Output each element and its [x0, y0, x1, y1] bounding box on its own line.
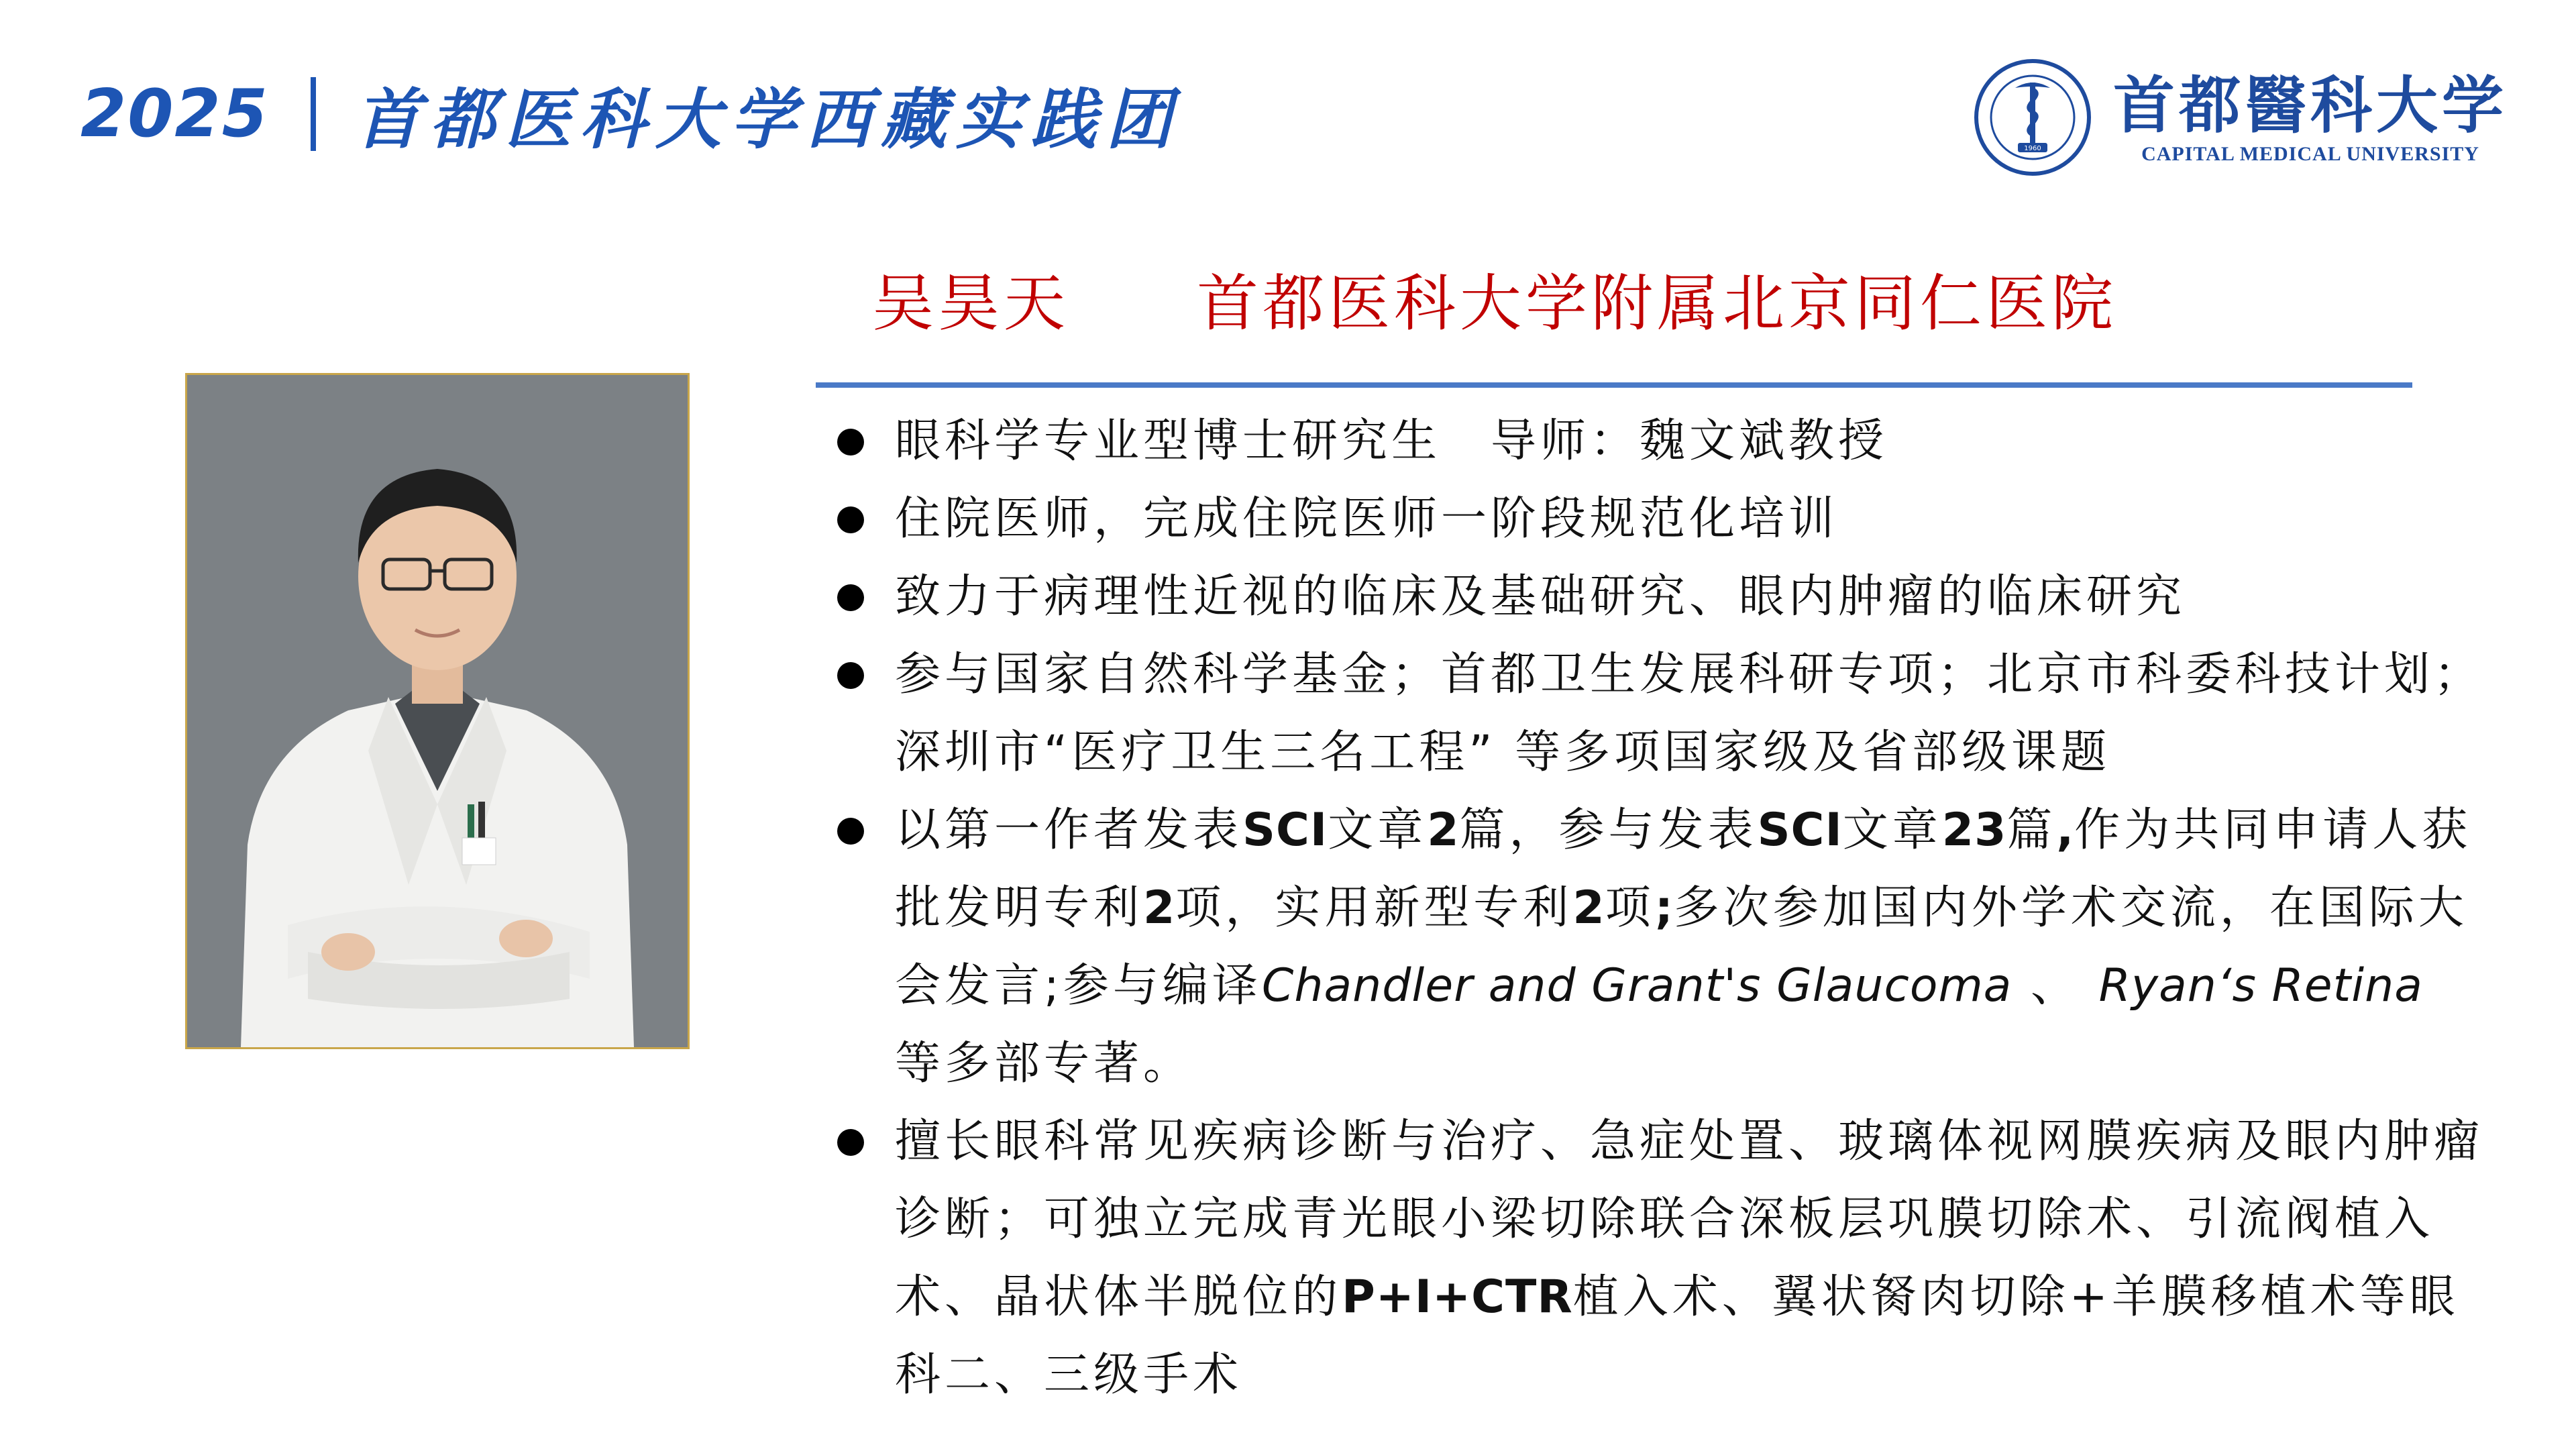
- bullet-dot-icon: [837, 506, 864, 533]
- bullet-text-segment: 以第一作者发表: [895, 804, 1243, 857]
- doctor-name: 吴昊天: [872, 268, 1070, 339]
- header-team-title: 首都医科大学西藏实践团: [354, 81, 1181, 158]
- slide-header: [80, 54, 1181, 174]
- bullet-bold-segment: 23: [1941, 804, 2007, 857]
- bullet-item: [825, 792, 2489, 1103]
- bullet-bold-segment: SCI: [1242, 804, 1328, 857]
- bullet-text-segment: 多次参加国内外学术交流，在国际大会发言;参与编译: [895, 881, 2468, 1012]
- bullet-text: 住院医师，完成住院医师一阶段规范化培训: [895, 492, 1839, 545]
- logo-chinese-name: 首都醫科大学: [2113, 69, 2508, 142]
- bullet-text-segment: 项，实用新型专利: [1175, 881, 1573, 934]
- bullet-text-segment: 篇: [2006, 804, 2057, 857]
- bullet-text-segment: 文章: [1842, 804, 1942, 857]
- bullet-item: [825, 1103, 2489, 1414]
- bullet-text: 参与国家自然科学基金；首都卫生发展科研专项；北京市科委科技计划；深圳市“医疗卫生三名工程” 等多项国家级及省部级课题: [895, 648, 2484, 779]
- bullet-text-segment: 篇，参与发表: [1459, 804, 1758, 857]
- bullet-dot-icon: [837, 429, 864, 455]
- bullet-text-segment: 作为共同申请人获批发明专利: [895, 804, 2472, 934]
- bullet-text-segment: 文章: [1328, 804, 1428, 857]
- bullet-bold-segment: SCI: [1757, 804, 1843, 857]
- logo-text: [2113, 68, 2508, 166]
- book-title-chandler: Chandler and Grant's Glaucoma: [1261, 959, 2012, 1012]
- bullet-bold-segment: 2: [1143, 881, 1176, 934]
- hospital-name: 首都医科大学附属北京同仁医院: [1197, 268, 2118, 339]
- title-divider: [816, 382, 2412, 388]
- bullet-bold-segment: 2: [1572, 881, 1605, 934]
- portrait-illustration: [187, 375, 688, 1047]
- bullet-item: [825, 480, 2489, 558]
- portrait-photo: [185, 373, 690, 1049]
- emblem-year: 1960: [2024, 145, 2041, 152]
- bullet-bold-segment: ;: [1654, 881, 1674, 934]
- bullet-text-segment: 擅长眼科常见疾病诊断与治疗、急症处置、玻璃体视网膜疾病及眼内肿瘤诊断；可独立完成青光眼小梁切除联合深板层巩膜切除术、引流阀植入术、晶状体半脱位的: [895, 1115, 2484, 1324]
- header-year: 2025: [80, 76, 269, 152]
- bullet-item: [825, 636, 2489, 792]
- bullet-bold-segment: ,: [2056, 804, 2075, 857]
- header-divider: [311, 77, 316, 151]
- bullet-item: [825, 402, 2489, 480]
- bullet-text: 眼科学专业型博士研究生 导师：魏文斌教授: [895, 415, 1888, 468]
- bullet-dot-icon: [837, 1129, 864, 1156]
- book-title-ryan: Ryan‘s Retina: [2098, 959, 2423, 1012]
- bullet-dot-icon: [837, 662, 864, 689]
- bullet-item: [825, 558, 2489, 636]
- bullet-dot-icon: [837, 818, 864, 845]
- logo-english-name: CAPITAL MEDICAL UNIVERSITY: [2141, 143, 2479, 165]
- bullet-text-segment: 、: [2012, 959, 2099, 1012]
- bullet-bold-segment: 2: [1427, 804, 1460, 857]
- university-emblem-icon: [1972, 57, 2093, 178]
- bullet-bold-segment: P+I+CTR: [1342, 1271, 1573, 1324]
- bullet-text-segment: 植入术、翼状胬肉切除+羊膜移植术等眼科二、三级手术: [895, 1271, 2459, 1401]
- bullet-dot-icon: [837, 584, 864, 611]
- profile-bullet-list: [825, 402, 2489, 1414]
- profile-title: [872, 258, 2117, 339]
- bullet-text-segment: 等多部专著。: [895, 1037, 1193, 1090]
- bullet-text: 致力于病理性近视的临床及基础研究、眼内肿瘤的临床研究: [895, 570, 2186, 623]
- bullet-text-segment: 项: [1605, 881, 1655, 934]
- university-logo: [1972, 54, 2508, 181]
